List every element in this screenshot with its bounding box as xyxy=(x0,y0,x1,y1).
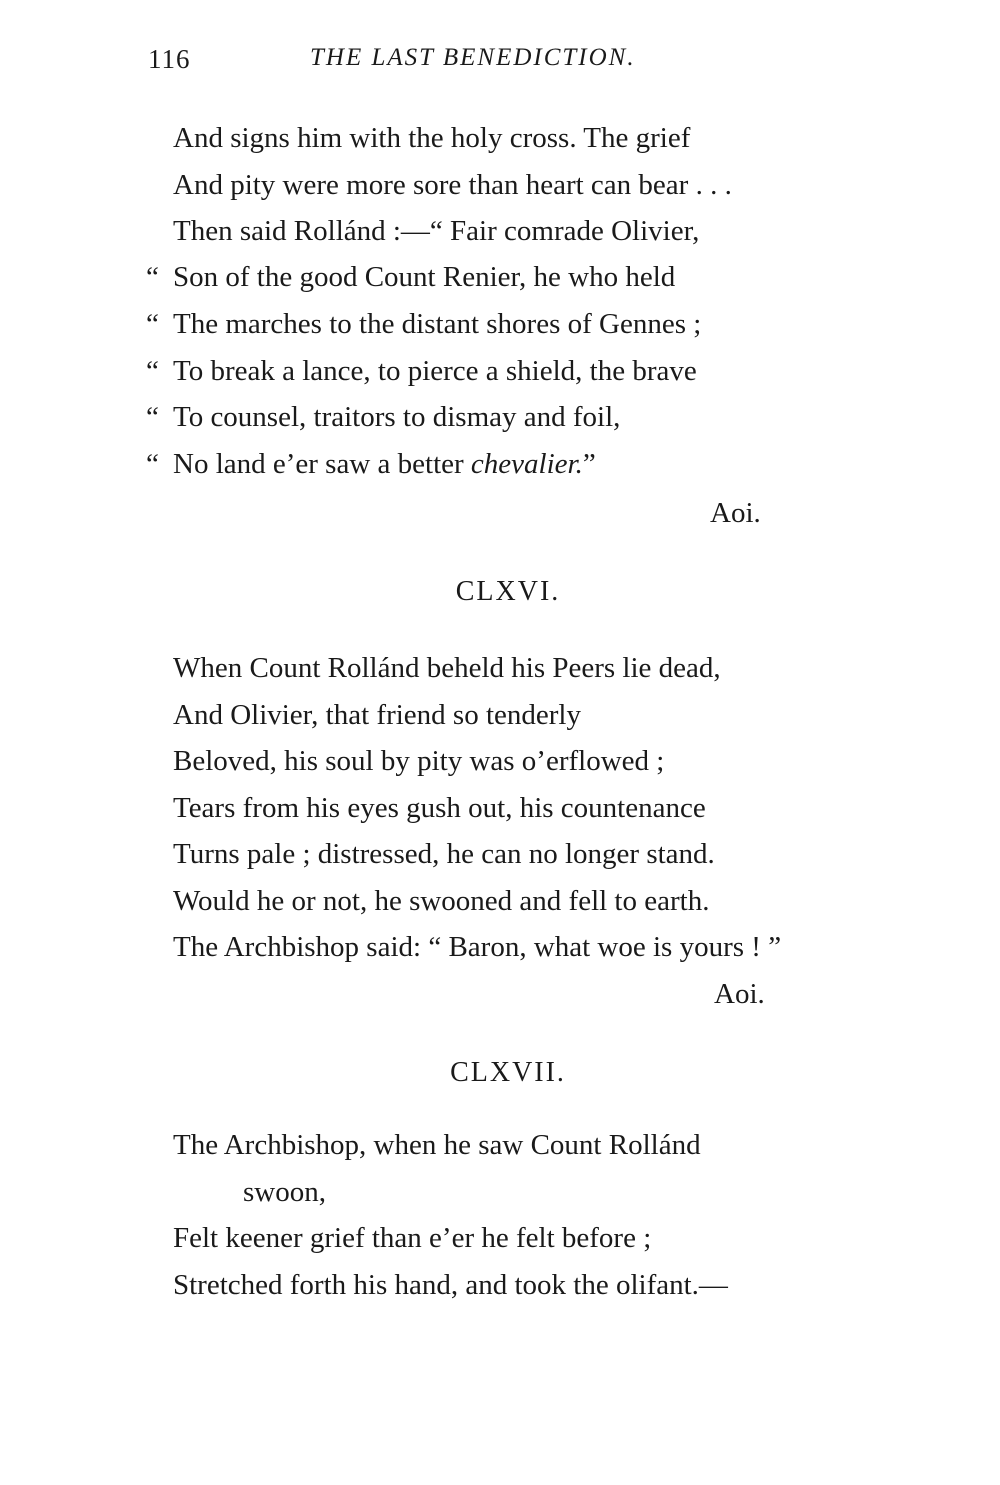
opening-quote-mark: “ xyxy=(146,448,159,480)
opening-quote-mark: “ xyxy=(146,308,159,340)
verse-line: The Archbishop said: “ Baron, what woe is yours ! ” xyxy=(173,931,782,963)
italic-word: chevalier. xyxy=(470,448,583,480)
refrain-aoi: Aoi. xyxy=(714,978,765,1010)
verse-line: Stretched forth his hand, and took the olifant.— xyxy=(173,1269,728,1301)
stanza-heading: CLXVII. xyxy=(450,1057,566,1088)
stanza-heading: CLXVI. xyxy=(455,576,561,607)
opening-quote-mark: “ xyxy=(146,401,159,433)
verse-line: When Count Rollánd beheld his Peers lie dead, xyxy=(173,652,721,684)
running-title: THE LAST BENEDICTION. xyxy=(310,44,636,71)
verse-line: The marches to the distant shores of Gennes ; xyxy=(173,308,702,340)
verse-line: Would he or not, he swooned and fell to earth. xyxy=(173,885,710,917)
refrain-aoi: Aoi. xyxy=(710,497,761,529)
verse-line: To counsel, traitors to dismay and foil, xyxy=(173,401,621,433)
verse-line: Son of the good Count Renier, he who held xyxy=(173,261,676,293)
verse-line: And Olivier, that friend so tenderly xyxy=(173,699,581,731)
verse-line: Beloved, his soul by pity was o’erflowed ; xyxy=(173,745,665,777)
page-number: 116 xyxy=(148,44,191,74)
page-header xyxy=(148,44,868,84)
verse-line-last xyxy=(173,447,596,481)
verse-line: And signs him with the holy cross. The grief xyxy=(173,122,691,154)
opening-quote-mark: “ xyxy=(146,355,159,387)
verse-line-continuation: swoon, xyxy=(243,1176,326,1208)
verse-line: Tears from his eyes gush out, his countenance xyxy=(173,792,706,824)
verse-line: Felt keener grief than e’er he felt before ; xyxy=(173,1222,652,1254)
verse-line: And pity were more sore than heart can bear . . . xyxy=(173,169,732,201)
opening-quote-mark: “ xyxy=(146,261,159,293)
verse-text: No land e’er saw a better xyxy=(173,448,471,480)
closing-quote-mark: ” xyxy=(582,448,596,480)
verse-line: Turns pale ; distressed, he can no longer stand. xyxy=(173,838,715,870)
verse-line: The Archbishop, when he saw Count Rollánd xyxy=(173,1129,701,1161)
verse-line: To break a lance, to pierce a shield, the brave xyxy=(173,355,697,387)
verse-line: Then said Rollánd :—“ Fair comrade Olivier, xyxy=(173,215,700,247)
